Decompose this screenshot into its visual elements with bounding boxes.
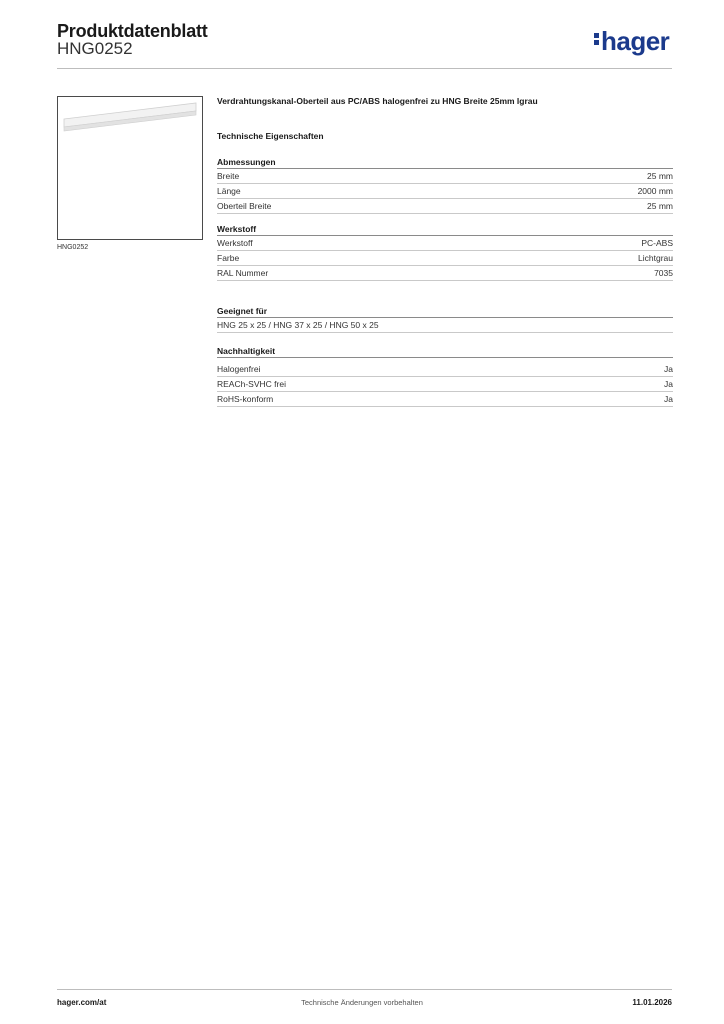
- section-werkstoff: [217, 223, 673, 281]
- row-label: HNG 25 x 25 / HNG 37 x 25 / HNG 50 x 25: [217, 320, 379, 330]
- table-row: [217, 392, 673, 407]
- table-row: [217, 199, 673, 214]
- table-row: [217, 169, 673, 184]
- logo-dots-icon: [594, 31, 599, 47]
- header-divider: [57, 68, 672, 69]
- row-label: Werkstoff: [217, 238, 253, 248]
- cable-duct-cover-icon: [58, 97, 202, 239]
- row-value: Lichtgrau: [638, 253, 673, 263]
- row-label: RAL Nummer: [217, 268, 269, 278]
- table-row: [217, 184, 673, 199]
- section-abmessungen: [217, 156, 673, 214]
- row-value: 2000 mm: [637, 186, 673, 196]
- section-nachhaltigkeit: [217, 345, 673, 407]
- table-row: [217, 377, 673, 392]
- row-label: Halogenfrei: [217, 364, 261, 374]
- product-image: [57, 96, 203, 240]
- row-value: 7035: [654, 268, 673, 278]
- footer-website-link[interactable]: hager.com/at: [57, 998, 107, 1007]
- section-title: Nachhaltigkeit: [217, 345, 673, 358]
- section-geeignet-fuer: [217, 305, 673, 333]
- table-row: [217, 266, 673, 281]
- row-label: Oberteil Breite: [217, 201, 272, 211]
- logo-text: hager: [601, 26, 670, 56]
- product-code: HNG0252: [57, 39, 133, 58]
- hager-logo: [594, 26, 669, 56]
- table-row: [217, 362, 673, 377]
- table-row: [217, 251, 673, 266]
- footer-divider: [57, 989, 672, 990]
- row-label: REACh-SVHC frei: [217, 379, 286, 389]
- footer-note: Technische Änderungen vorbehalten: [301, 998, 423, 1007]
- image-caption: HNG0252: [57, 244, 89, 251]
- row-value: 25 mm: [647, 171, 673, 181]
- row-label: Farbe: [217, 253, 240, 263]
- product-description: Verdrahtungskanal-Oberteil aus PC/ABS halogenfrei zu HNG Breite 25mm lgrau: [217, 96, 538, 106]
- footer-date: 11.01.2026: [632, 998, 672, 1007]
- row-value: Ja: [664, 394, 673, 404]
- table-row: [217, 236, 673, 251]
- row-label: Länge: [217, 186, 241, 196]
- section-title: Abmessungen: [217, 156, 673, 169]
- row-label: RoHS-konform: [217, 394, 274, 404]
- section-title: Geeignet für: [217, 305, 673, 318]
- row-value: Ja: [664, 364, 673, 374]
- page-title: Produktdatenblatt: [57, 21, 208, 41]
- tech-properties-heading: Technische Eigenschaften: [217, 131, 324, 141]
- row-value: Ja: [664, 379, 673, 389]
- table-row: [217, 318, 673, 333]
- row-label: Breite: [217, 171, 240, 181]
- section-title: Werkstoff: [217, 223, 673, 236]
- row-value: PC-ABS: [641, 238, 673, 248]
- row-value: 25 mm: [647, 201, 673, 211]
